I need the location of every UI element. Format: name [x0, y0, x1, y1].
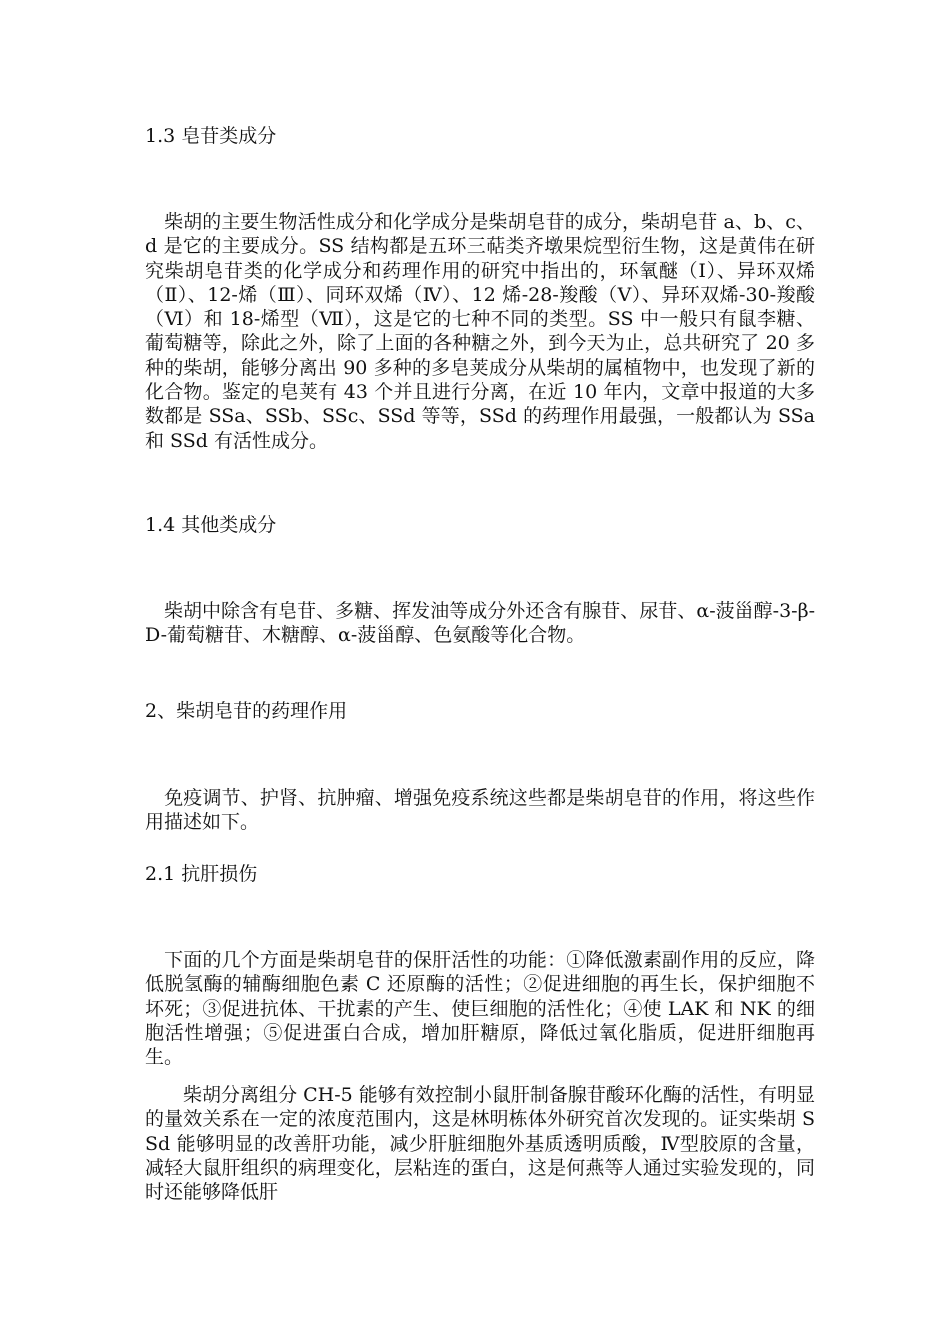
- paragraph-saponins: 柴胡的主要生物活性成分和化学成分是柴胡皂苷的成分，柴胡皂苷 a、b、c、d 是它的主要成分。SS 结构都是五环三萜类齐墩果烷型衍生物，这是黄伟在研究柴胡皂苷类的化学成分和药理作用的研究中指出的，环氧醚（Ⅰ）、异环双烯（Ⅱ）、12-烯（Ⅲ）、同环双烯（Ⅳ）、12 烯-28-羧酸（Ⅴ）、异环双烯-30-羧酸（Ⅵ）和 18-烯型（Ⅶ），这是它的七种不同的类型。SS 中一般只有鼠李糖、葡萄糖等，除此之外，除了上面的各种糖之外，到今天为止，总共研究了 20 多种的柴胡，能够分离出 90 多种的多皂荚成分从柴胡的属植物中，也发现了新的化合物。鉴定的皂荚有 43 个并且进行分离，在近 10 年内，文章中报道的大多数都是 SSa、SSb、SSc、SSd 等等，SSd 的药理作用最强，一般都认为 SSa 和 SSd 有活性成分。: [145, 211, 815, 452]
- paragraph-anti-liver-injury-1: 下面的几个方面是柴胡皂苷的保肝活性的功能：①降低激素副作用的反应，降低脱氢酶的辅酶细胞色素 C 还原酶的活性；②促进细胞的再生长，保护细胞不坏死；③促进抗体、干扰素的产生、使巨细胞的活性化；④使 LAK 和 NK 的细胞活性增强；⑤促进蛋白合成，增加肝糖原，降低过氧化脂质，促进肝细胞再生。: [145, 949, 815, 1069]
- section-heading-saponins: 1.3 皂苷类成分: [145, 125, 277, 147]
- section-heading-other-components: 1.4 其他类成分: [145, 514, 277, 536]
- paragraph-other-components: 柴胡中除含有皂苷、多糖、挥发油等成分外还含有腺苷、尿苷、α-菠甾醇-3-β-D-葡萄糖苷、木糖醇、α-菠甾醇、色氨酸等化合物。: [145, 600, 815, 647]
- paragraph-pharmacology: 免疫调节、护肾、抗肿瘤、增强免疫系统这些都是柴胡皂苷的作用，将这些作用描述如下。: [145, 787, 815, 834]
- section-heading-pharmacology: 2、柴胡皂苷的药理作用: [145, 700, 348, 722]
- paragraph-anti-liver-injury-2: 柴胡分离组分 CH-5 能够有效控制小鼠肝制备腺苷酸环化酶的活性，有明显的量效关系在一定的浓度范围内，这是林明栋体外研究首次发现的。证实柴胡 SSd 能够明显的改善肝功能，减少肝脏细胞外基质透明质酸，Ⅳ型胶原的含量，减轻大鼠肝组织的病理变化，层粘连的蛋白，这是何燕等人通过实验发现的，同时还能够降低肝: [145, 1084, 815, 1204]
- section-heading-anti-liver-injury: 2.1 抗肝损伤: [145, 863, 258, 885]
